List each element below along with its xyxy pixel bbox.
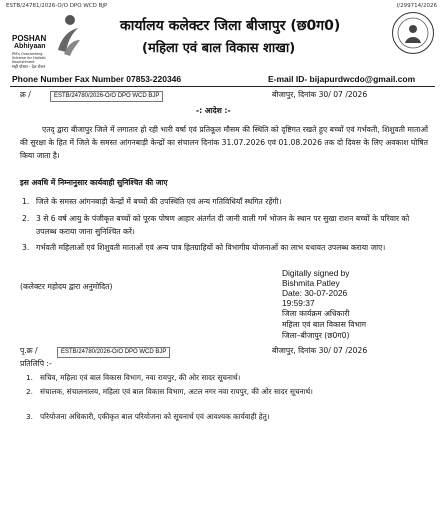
signature-line: Date: 30-07-2026: [282, 288, 348, 298]
copy-list-item: [26, 411, 430, 423]
copy-list-item: [26, 386, 430, 398]
officer-designation: [282, 308, 366, 341]
endorsement-number-label: पृ.क्र /: [20, 346, 38, 355]
list-item: [22, 196, 428, 209]
endorsement-reference: ESTB/24780/2026-O/O DPO WCD BJP: [57, 347, 170, 358]
office-title: कार्यालय कलेक्टर जिला बीजापुर (छ0ग0): [120, 18, 341, 34]
order-reference: ESTB/24780/2026-O/O DPO WCD BJP: [50, 91, 163, 102]
poshan-logo-name: POSHAN: [12, 34, 47, 43]
office-subtitle: (महिला एवं बाल विकास शाखा): [142, 41, 296, 56]
phone-fax-number: Phone Number Fax Number 07853-220346: [12, 74, 182, 84]
list-item-number: 1.: [22, 197, 30, 206]
list-item-number: 2.: [22, 214, 30, 223]
endorsement-place-date: बीजापुर, दिनांक 30/ 07 /2026: [272, 346, 368, 355]
signature-line: Bishmita Patley: [282, 278, 340, 288]
top-left-reference: ESTB/24781/2026-O/O DPO WCD BJP: [6, 3, 108, 9]
list-item-text: 3 से 6 वर्ष आयु के पंजीकृत बच्चों को पूरक पोषण आहार अंतर्गत दी जानी वाली गर्म भोजन के स्थान पर सुखा राशन बच्चों के परिवार को उपलब्ध कराया जाना सुनिश्चित करें।: [36, 214, 410, 236]
poshan-logo-hindi: सही पोषण - देश रोशन: [12, 64, 46, 69]
officer-line: महिला एवं बाल विकास विभाग: [282, 320, 367, 329]
signature-line: 19:59:37: [282, 298, 315, 308]
officer-line: जिला कार्यक्रम अधिकारी: [282, 309, 350, 318]
officer-line: जिला–बीजापुर (छ0ग0): [282, 331, 350, 340]
order-number-label: क्र /: [20, 90, 31, 99]
top-right-reference: I/299714/2026: [396, 3, 437, 9]
email-id: E-mail ID- bijapurdwcdo@gmail.com: [268, 74, 416, 84]
order-heading: -: आदेश :-: [196, 106, 231, 115]
order-place-date: बीजापुर, दिनांक 30/ 07 /2026: [272, 90, 368, 99]
list-item: [22, 242, 428, 255]
list-item-text: गर्भवती महिलाओं एवं शिशुवती माताओं एवं अन्य पात्र हितग्राहियों को विभागीय योजनाओं का लाभ यथावत उपलब्ध कराया जाए।: [36, 243, 386, 252]
poshan-logo-sub: Abhiyaan: [14, 43, 46, 50]
copy-list-text: सचिव, महिला एवं बाल विकास विभाग, नवा रायपुर, की ओर सादर सूचनार्थ।: [40, 373, 241, 382]
digital-signature: [282, 268, 350, 308]
approval-note: (कलेक्टर महोदय द्वारा अनुमोदित): [20, 282, 113, 291]
signature-line: Digitally signed by: [282, 268, 350, 278]
list-item-text: जिले के समस्त आंगनबाड़ी केन्द्रों में बच्चों की उपस्थिति एवं अन्य गतिविधियाँ स्थगित रहेंगी।: [36, 197, 282, 206]
department-seal-icon: [392, 12, 434, 54]
order-paragraph: एतद् द्वारा बीजापुर जिले में लगातार हो रही भारी वर्षा एवं प्रतिकूल मौसम की स्थिति को दृष्टिगत रखते हुए बच्चों एवं गर्भवती, शिशुवती माताओं की सुरक्षा के हित में जिले के समस्त आंगनबाड़ी केन्द्रों का संचालन दिनांक 31.07.2026 एवं 01.08.2026 तक दो दिवस के लिए अवकाश घोषित किया जाता है।: [20, 125, 428, 161]
copy-list-number: 1.: [26, 373, 33, 382]
copy-list-number: 3.: [26, 412, 33, 421]
poshan-logo-tagline: PM's Overarching Scheme for Holistic Nourishment: [12, 52, 46, 64]
list-item-number: 3.: [22, 243, 30, 252]
list-item: [22, 213, 428, 238]
copy-list-number: 2.: [26, 387, 33, 396]
poshan-abhiyaan-logo: [12, 10, 84, 70]
order-subheading: इस अवधि में निम्नानुसार कार्यवाही सुनिश्चित की जाए: [20, 178, 168, 187]
header-divider: [10, 86, 435, 87]
copy-to-label: प्रतिलिपि :-: [20, 359, 52, 368]
copy-list-text: संचालक, संचालनालय, महिला एवं बाल विकास विभाग, अटल नगर नवा रायपुर, की ओर सादर सूचनार्थ।: [40, 387, 313, 396]
copy-list-item: [26, 372, 430, 384]
copy-list-text: परियोजना अधिकारी, एकीकृत बाल परियोजना को सूचनार्थ एवं आवश्यक कार्यवाही हेतु।: [40, 412, 270, 421]
